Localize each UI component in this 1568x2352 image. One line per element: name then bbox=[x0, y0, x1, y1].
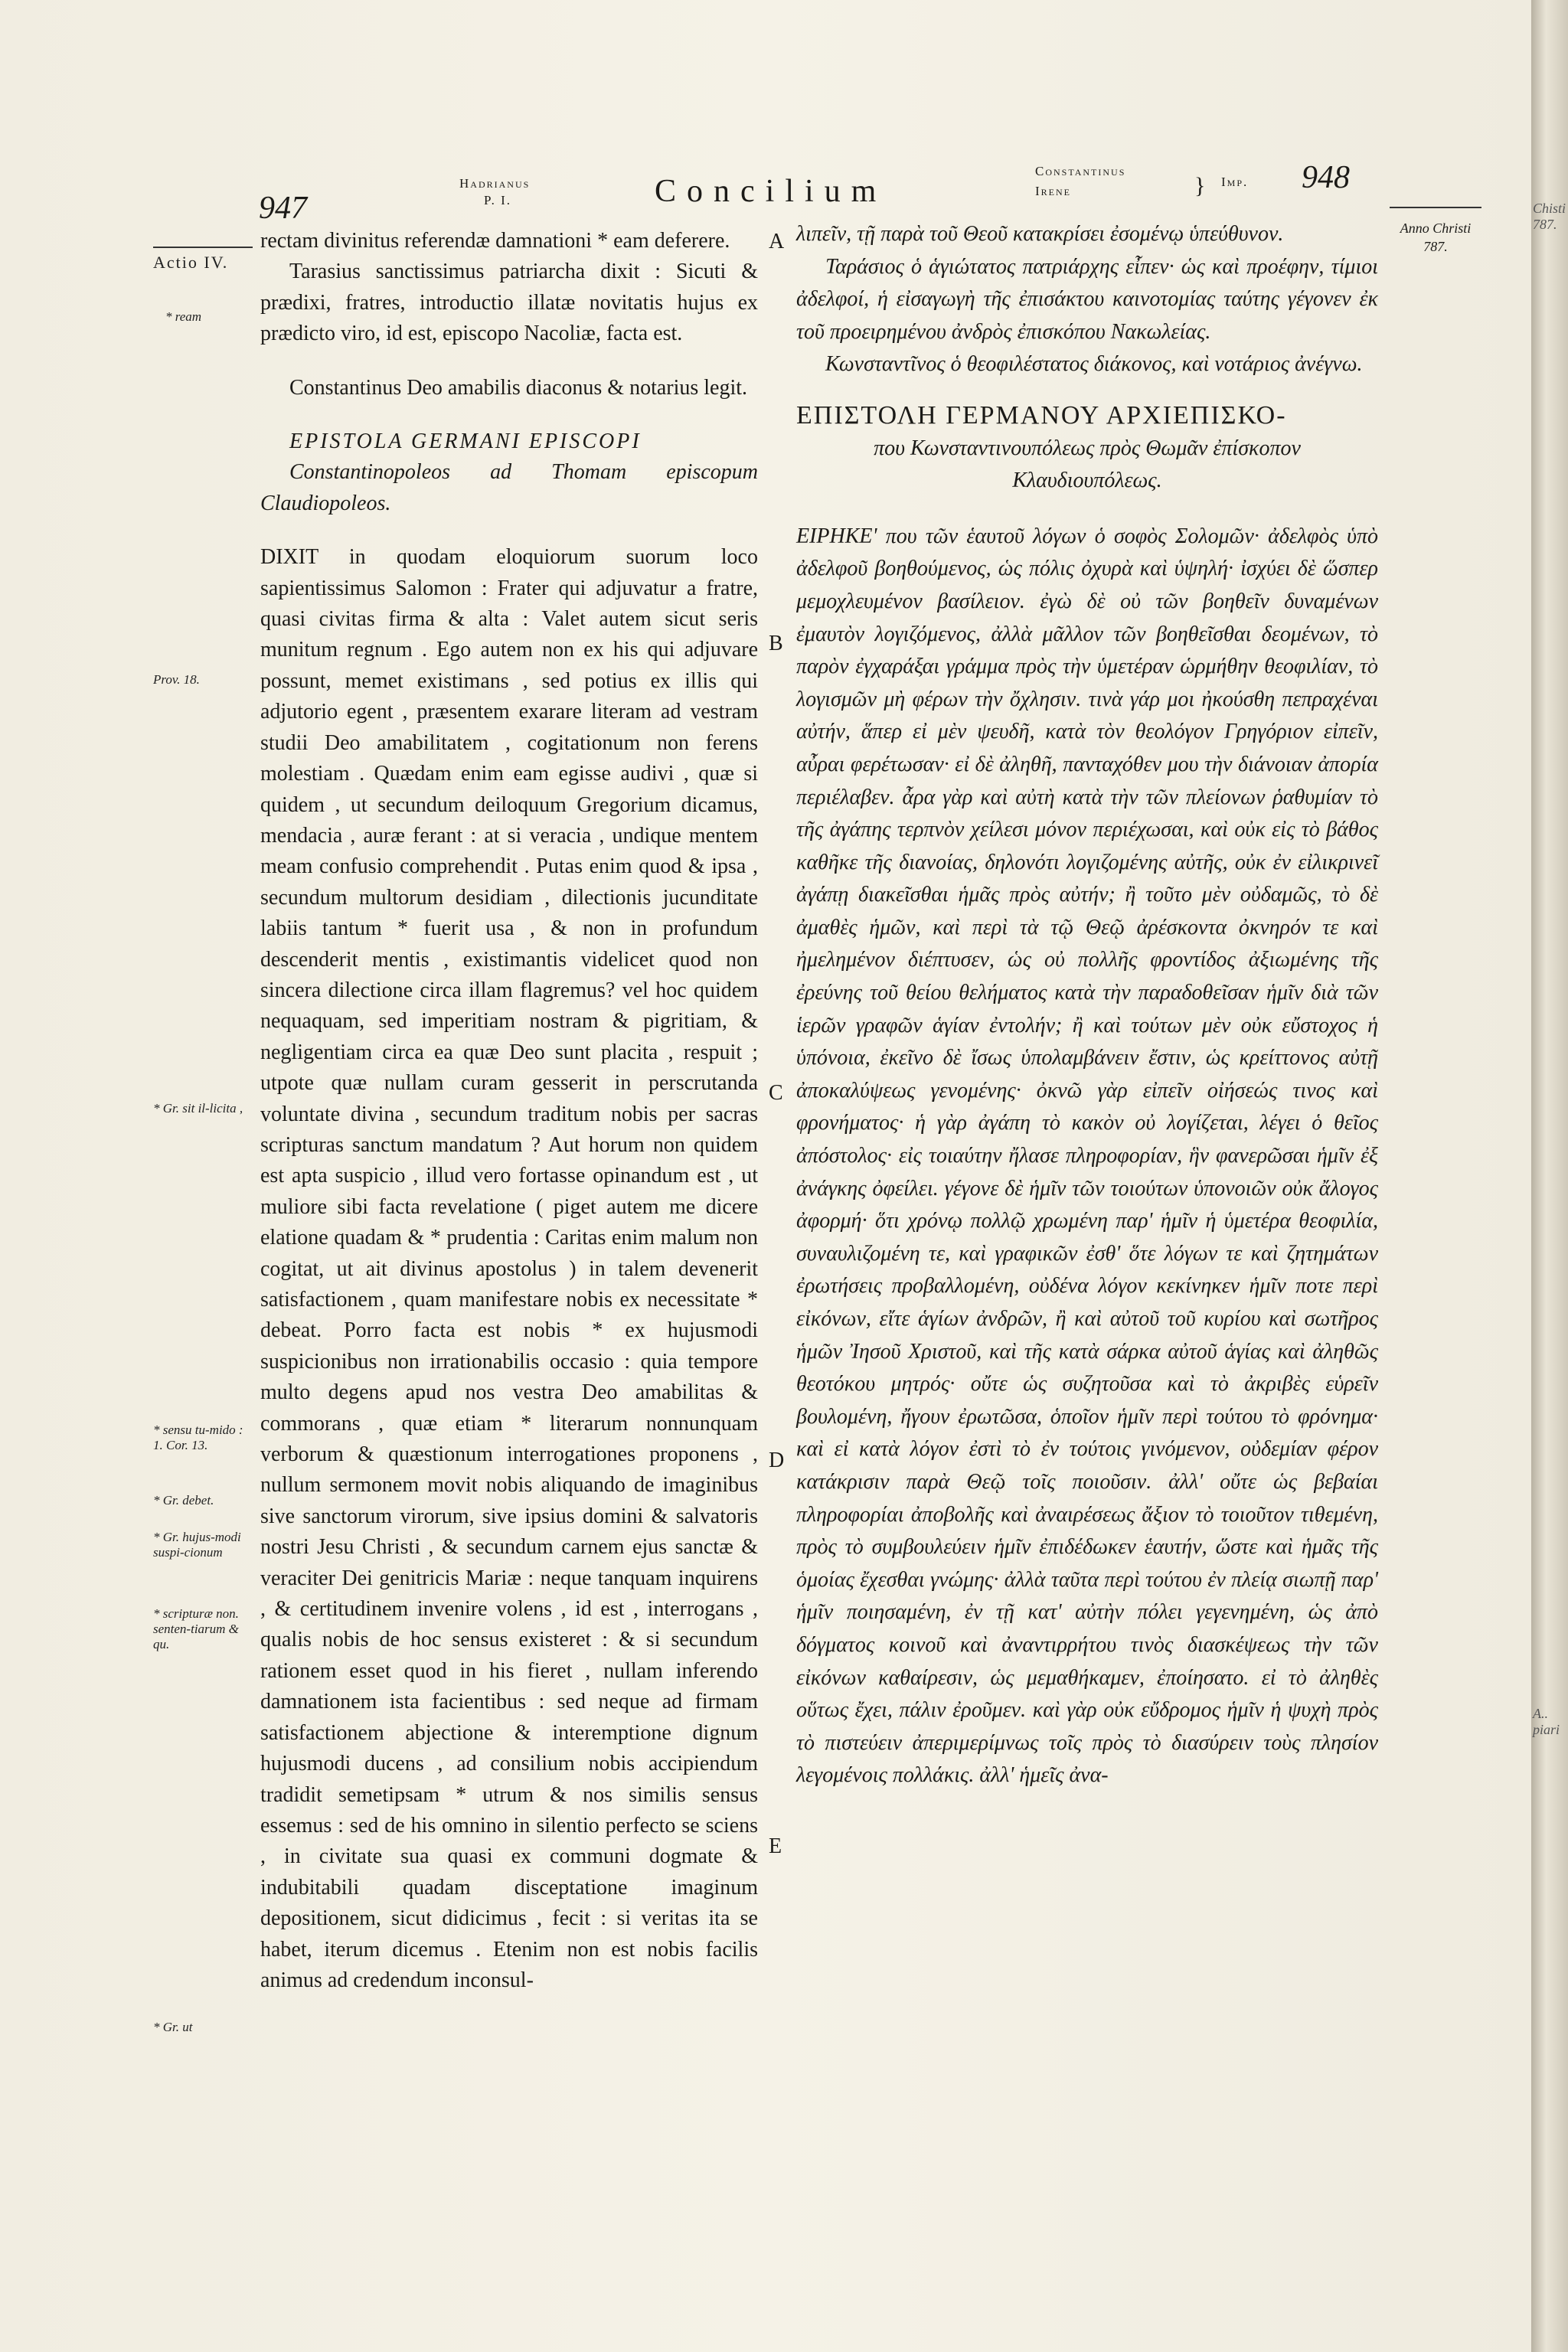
latin-constantinus: Constantinus Deo amabilis diaconus & notarius legit. bbox=[289, 375, 748, 400]
margin-note: * Gr. ut bbox=[153, 2020, 193, 2034]
margin-note: * Gr. sit il-licita , bbox=[153, 1101, 243, 1116]
section-marker: B bbox=[769, 632, 783, 655]
pope-name: Hadrianus bbox=[459, 176, 531, 191]
greek-constantinus: Κωνσταντῖνος ὁ θεοφιλέστατος διάκονος, καὶ νοτάριος ἀνέγνω. bbox=[825, 352, 1363, 377]
margin-note: Prov. 18. bbox=[153, 672, 200, 687]
margin-note: * Gr. debet. bbox=[153, 1493, 214, 1508]
emperor-top: Constantinus bbox=[1035, 164, 1126, 178]
margin-note: * scripturæ non. senten-tiarum & qu. bbox=[153, 1606, 239, 1651]
latin-epistle-subtitle: Constantinopoleos ad Thomam episcopum Claudiopoleos. bbox=[260, 460, 758, 515]
greek-tarasius: Ταράσιος ὁ ἁγιώτατος πατριάρχης εἶπεν· ὡς καὶ προέφην, τίμιοι ἀδελφοί, ἡ εἰσαγωγὴ τῆς ἐπισάκτου καινοτομίας ταύτης γέγονεν ἐκ τοῦ προειρημένου ἀνδρὸς ἐπισκόπου Νακωλείας. bbox=[796, 254, 1378, 344]
greek-intro: λιπεῖν, τῇ παρὰ τοῦ Θεοῦ κατακρίσει ἐσομένῳ ὑπεύθυνον. bbox=[796, 222, 1284, 246]
anno-label-text: Anno Christi bbox=[1400, 220, 1472, 236]
actio-rule bbox=[153, 247, 253, 248]
margin-note: * ream bbox=[165, 309, 202, 324]
actio-label: Actio IV. bbox=[153, 253, 229, 272]
anno-year: 787. bbox=[1423, 239, 1448, 254]
anno-label bbox=[1390, 219, 1481, 256]
margin-note: * sensu tu-mido : 1. Cor. 13. bbox=[153, 1423, 243, 1452]
greek-epistle-subtitle: που Κωνσταντινουπόλεως πρὸς Θωμᾶν ἐπίσκοπον Κλαυδιουπόλεως. bbox=[874, 436, 1301, 493]
margin-note: * Gr. hujus-modi suspi-cionum bbox=[153, 1530, 241, 1560]
section-marker: C bbox=[769, 1081, 783, 1105]
greek-epistle-title: ΕΠΙΣΤΟΛΗ ΓΕΡΜΑΝΟΥ ΑΡΧΙΕΠΙΣΚΟ- bbox=[796, 400, 1287, 430]
emperor-suffix: Imp. bbox=[1221, 175, 1249, 189]
latin-epistle-body: DIXIT in quodam eloquiorum suorum loco sapientissimus Salomon : Frater qui adjuvatur a fratre, quasi civitas firma & alta : Valet autem sicut seris munitum regnum . Ego autem non ex his qui adjuvare possunt, memet existimans , sed potius ex illis qui adjutorio egent , præsentem exarare literam ad vestram studii Deo amabilitatem , cogitationum non ferens molestiam . Quædam enim eam egisse audivi , quæ si quidem , ut secundum deiloquum Gregorium dicamus, mendacia , auræ ferant : at si veracia , undique mentem meam confusio comprehendit . Putas enim quod & ipsa , secundum multorum desidiam , dilectionis jucunditate labiis tantum * fuerit usa , & non in profundum descenderit mentis , existimantis videlicet quod non sincera dilectione circa illam flagremus? vel hoc quidem nequaquam, sed imperitiam nostram & pigritiam, & negligentiam circa ea quæ Deo sunt placita , respuit ; utpote quæ nullam curam gesserit in perscrutanda voluntate divina , secundum traditum nobis per sacras scripturas sanctum mandatum ? Aut horum non quidem est apta suspicio , illud vero fortasse opinandum est , ut muliore sibi facta revelatione ( piget autem me dicere elatione quadam & * prudentia : Caritas enim malum non cogitat, ut ait divinus apostolus ) in talem devenerit satisfactionem , quam manifestare nobis ex necessitate * debeat. Porro facta est nobis * ex hujusmodi suspicionibus non irrationabilis occasio : quia tempore multo degens apud nos vestra Deo amabilitas & commorans , quæ etiam * literarum nonnunquam verborum & quæstionum interrogationes proponens , nullum sermonem movit nobis aliquando de imaginibus sive sanctorum virorum, sive ipsius domini & salvatoris nostri Jesu Christi , & secundum carnem ejus sanctæ & veraciter Dei genitricis Mariæ : neque tanquam inquirens , & certitudinem invenire volens , id est , interrogans , qualis nobis de hoc sensus existeret : & si secundum rationem esset quod in his fieret , nullam inferendo damnationem ista facientibus : sed neque ad firmam satisfactionem abjectione & interemptione dignum hujusmodi ducens , ad consilium nobis accipiendum tradidit semetipsam * utrum & nos similis sensus essemus : sed de his omnino in silentio perfecto se sciens , in civitate sua quasi ex communi dogmate & indubitabili quadam disceptatione imaginum depositionem, sicut didicimus , fecit : si veritas ita se habet, iterum dicemus . Etenim non est nobis facilis animus ad credendum inconsul- bbox=[260, 545, 758, 1992]
page-number-right: 948 bbox=[1302, 160, 1350, 195]
header-rule bbox=[1390, 207, 1481, 208]
page-number-left: 947 bbox=[259, 191, 307, 226]
greek-column bbox=[796, 218, 1378, 1792]
facing-page-edge bbox=[1531, 0, 1568, 2352]
latin-column bbox=[260, 226, 758, 1996]
section-marker: E bbox=[769, 1834, 782, 1858]
page-title: Concilium bbox=[655, 174, 887, 209]
greek-epistle-body: ΕΙΡΗΚΕ' που τῶν ἑαυτοῦ λόγων ὁ σοφὸς Σολομῶν· ἀδελφὸς ὑπὸ ἀδελφοῦ βοηθούμενος, ὡς πόλις ὀχυρὰ καὶ ὑψηλή· ἰσχύει δὲ ὥσπερ μεμοχλευμένον βασίλειον. ἐγὼ δὲ οὐ τῶν βοηθεῖν δυναμένων ἐμαυτὸν λογιζόμενος, ἀλλὰ μᾶλλον τῶν βοηθεῖσθαι δεομένων, τὸ παρὸν ἐγχαράξαι γράμμα πρὸς τὴν ὑμετέραν ὡρμήθην θεοφιλίαν, τὸ λογισμῶν μὴ φέρων τὴν ὄχλησιν. τινὰ γάρ μοι ἠκούσθη πεπραχέναι αὐτήν, ἅπερ εἰ μὲν ψευδῆ, κατὰ τὸν θεολόγον Γρηγόριον εἰπεῖν, αὖραι φερέτωσαν· εἰ δὲ ἀληθῆ, πανταχόθεν μου τὴν διάνοιαν ἀπορία περιέλαβεν. ἆρα γὰρ καὶ αὐτὴ κατὰ τὴν τῶν πλείονων ῥαθυμίαν τὸ τῆς ἀγάπης τερπνὸν χείλεσι μόνον περιέχωσαι, καὶ οὐκ εἰς τὸ βάθος καθῆκε τῆς διανοίας, δηλονότι λογιζομένης αὐτῆς, οὐκ ἐν εἰλικρινεῖ ἀγάπῃ διακεῖσθαι ἡμᾶς πρὸς αὐτήν; ἢ τοῦτο μὲν οὐδαμῶς, τὸ δὲ ἀμαθὲς ἡμῶν, καὶ περὶ τὰ τῷ Θεῷ ἀρέσκοντα ὀκνηρόν τε καὶ ἠμελημένον διέπτυσεν, ὡς οὐ πολλῆς φροντίδος ἀξιωμένης τῆς ἐρεύνης τοῦ θείου θελήματος κατὰ τὴν παραδοθεῖσαν ἡμῖν διὰ τῶν ἱερῶν γραφῶν ἁγίαν ἐντολήν; ἢ καὶ τούτων μὲν οὐκ εὔστοχος ἡ ὑπόνοια, ἐκεῖνο δὲ ἴσως ὑπολαμβάνειν ἔστιν, ὡς κρείττονος αὐτῇ ἀποκαλύψεως γενομένης· ὀκνῶ γὰρ εἰπεῖν οἰήσεώς τινος καὶ φρονήματος· ἡ γὰρ ἀγάπη τὸ κακὸν οὐ λογίζεται, λέγει ὁ θεῖος ἀπόστολος· εἰς τοιαύτην ἤλασε πληροφορίαν, ἣν φανερῶσαι ἡμῖν ἐξ ἀνάγκης ὀφείλει. γέγονε δὲ ἡμῖν τῶν τοιούτων ὑπονοιῶν οὐκ ἄλογος ἀφορμή· ὅτι χρόνῳ πολλῷ χρωμένη παρ' ἡμῖν ἡ ὑμετέρα θεοφιλία, συναυλιζομένη τε, καὶ γραφικῶν ἐσθ' ὅτε λόγων τε καὶ ζητημάτων ἐρωτήσεις προβαλλομένη, οὐδένα λόγον κεκίνηκεν ἡμῖν ποτε περὶ εἰκόνων, εἴτε ἁγίων ἀνδρῶν, ἢ καὶ αὐτοῦ τοῦ κυρίου καὶ σωτῆρος ἡμῶν Ἰησοῦ Χριστοῦ, καὶ τῆς κατὰ σάρκα αὐτοῦ ἁγίας καὶ ἀληθῶς θεοτόκου μητρός· οὔτε ὡς συζητοῦσα καὶ τὸ ἀκριβὲς εὑρεῖν βουλομένη, ἤγουν ἐρωτῶσα, ὁποῖον ἡμῖν περὶ τούτου τὸ φρόνημα· καὶ εἰ κατὰ λόγον ἐστὶ τὸ ἐν τούτοις γινόμενον, οὐδεμίαν φέρον κατάκρισιν παρὰ Θεῷ τοῖς ποιοῦσιν. ἀλλ' οὔτε ὡς βεβαίαι πληροφορίαι ἀποβολῆς καὶ ἀναιρέσεως ἄξιον τὸ τοιοῦτον τιθεμένη, πρὸς τὸ συμβουλεύειν ἡμῖν ἐπιδέδωκεν ἑαυτήν, ὥστε καὶ ἡμᾶς τῆς ὁμοίας ἔχεσθαι γνώμης· ἀλλὰ ταῦτα περὶ τούτου ἐν πλείᾳ σιωπῇ παρ' ἡμῖν ποιησαμένη, ἐν τῇ κατ' αὐτὴν πόλει γεγενημένη, ὡς ἀπὸ δόγματος κοινοῦ καὶ ἀναντιρρήτου τινὸς διασκέψεως τὴν τῶν εἰκόνων καθαίρεσιν, ὡς μεμαθήκαμεν, ἐποίησατο. εἰ τὸ ἀληθὲς οὕτως ἔχει, πάλιν ἐροῦμεν. καὶ γὰρ οὐκ εὔδρομος ἡμῖν ἡ ψυχὴ πρὸς τὸ πιστεύειν ἀπεριμερίμνως τοῖς πρὸς τὸ διασύρειν τοὺς πλησίον λεγομένοις πολλάκις. ἀλλ' ἡμεῖς ἀνα- bbox=[796, 524, 1378, 1788]
edge-note: A.. piari bbox=[1533, 1706, 1560, 1737]
section-marker: A bbox=[769, 230, 785, 253]
pope-number: P. I. bbox=[484, 193, 511, 207]
section-marker: D bbox=[769, 1449, 785, 1472]
latin-epistle-title: EPISTOLA GERMANI EPISCOPI bbox=[289, 430, 642, 454]
latin-tarasius: Tarasius sanctissimus patriarcha dixit : Sicuti & prædixi, fratres, introductio illatæ novitatis hujus ex prædicto viro, id est, episcopo Nacoliæ, facta est. bbox=[260, 260, 758, 346]
latin-intro: rectam divinitus referendæ damnationi * eam deferere. bbox=[260, 229, 730, 253]
edge-note: Chisti 787. bbox=[1533, 201, 1566, 232]
emperor-bottom: Irene bbox=[1035, 184, 1071, 198]
brace-icon: } bbox=[1194, 173, 1207, 198]
